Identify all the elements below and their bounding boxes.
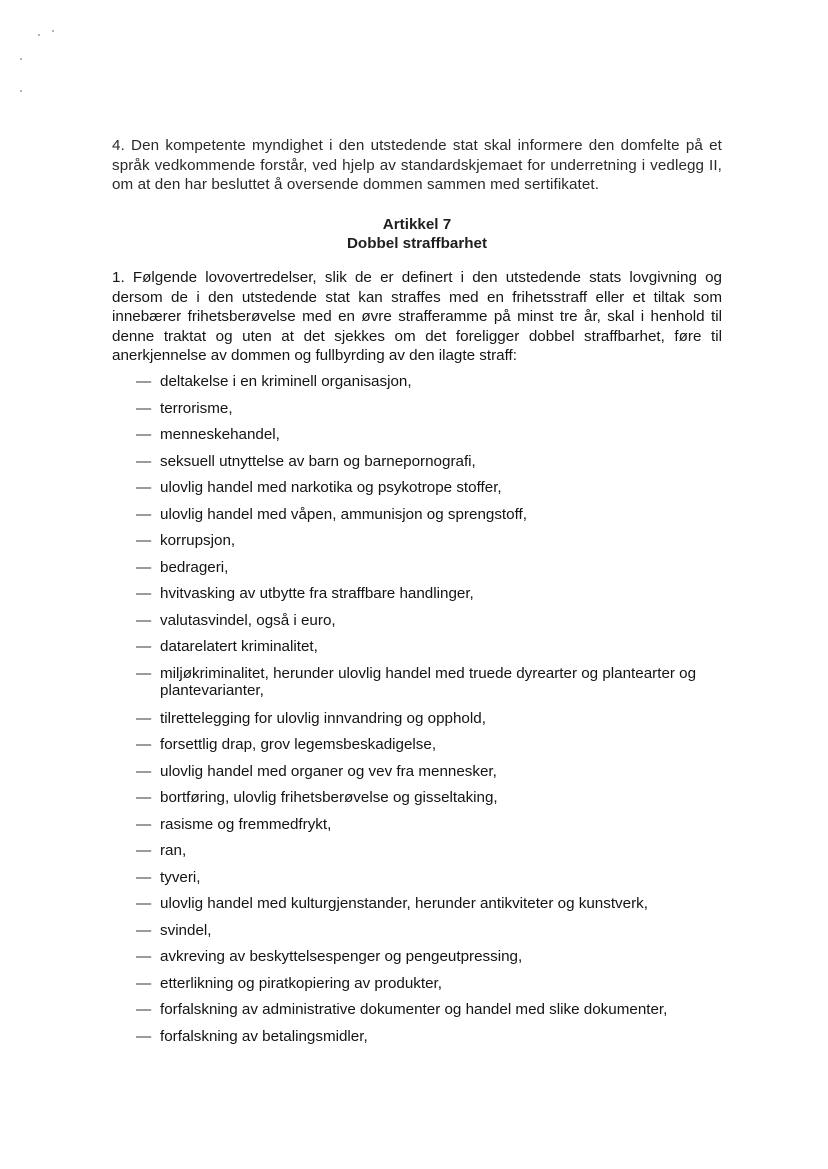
list-item — [136, 736, 736, 754]
list-item — [136, 763, 736, 781]
list-item-text: forfalskning av betalingsmidler, — [160, 1027, 368, 1045]
list-item-text: ulovlig handel med kulturgjenstander, herunder antikviteter og kunstverk, — [160, 895, 648, 912]
list-item — [136, 400, 736, 418]
list-item-text: ulovlig handel med narkotika og psykotrope stoffer, — [160, 479, 502, 496]
list-item — [136, 373, 736, 391]
dash-bullet: — — [136, 789, 152, 806]
list-item — [136, 1028, 736, 1046]
dash-bullet: — — [136, 558, 152, 576]
list-item — [136, 816, 736, 834]
list-item — [136, 948, 736, 966]
dash-bullet: — — [136, 921, 152, 939]
list-item — [136, 426, 736, 444]
dash-bullet: — — [136, 426, 152, 443]
dash-bullet: — — [136, 585, 152, 602]
list-item-text: svindel, — [160, 921, 212, 939]
dash-bullet: — — [136, 762, 152, 780]
list-item-text: seksuell utnyttelse av barn og barnepornografi, — [160, 452, 476, 470]
list-item-text: valutasvindel, også i euro, — [160, 611, 336, 629]
dash-bullet: — — [136, 815, 152, 833]
list-item-text: miljøkriminalitet, herunder ulovlig handel med truede dyrearter og plantearter og plantevarianter, — [160, 664, 697, 699]
article-subtitle: Dobbel straffbarhet — [346, 235, 488, 252]
list-item-text: ulovlig handel med våpen, ammunisjon og sprengstoff, — [160, 505, 527, 523]
dash-bullet: — — [136, 1027, 152, 1045]
list-item — [136, 789, 736, 807]
offence-list — [136, 373, 736, 1054]
list-item-text: bedrageri, — [160, 558, 229, 576]
dash-bullet: — — [136, 709, 152, 727]
list-item — [136, 710, 736, 728]
list-item — [136, 842, 736, 860]
paragraph-4: 4. Den kompetente myndighet i den utstedende stat skal informere den domfelte på et språk vedkommende forstår, ved hjelp av standardskjemaet for underretning i vedlegg II, om at den har besluttet å oversende dommen sammen med sertifikatet. — [112, 137, 722, 193]
dash-bullet: — — [136, 868, 152, 886]
dash-bullet: — — [136, 664, 152, 682]
list-item-text: forsettlig drap, grov legemsbeskadigelse, — [160, 736, 437, 753]
list-item — [136, 665, 736, 700]
list-item — [136, 612, 736, 630]
list-item — [136, 506, 736, 524]
list-item — [136, 869, 736, 887]
list-item — [136, 975, 736, 993]
dash-bullet: — — [136, 948, 152, 965]
list-item — [136, 559, 736, 577]
list-item-text: tilrettelegging for ulovlig innvandring og opphold, — [160, 709, 486, 727]
dash-bullet: — — [136, 842, 152, 859]
list-item-text: datarelatert kriminalitet, — [160, 638, 318, 655]
dash-bullet: — — [136, 1001, 152, 1018]
scan-speck — [52, 30, 54, 32]
dash-bullet: — — [136, 895, 152, 912]
scan-speck — [38, 34, 40, 36]
list-item-text: korrupsjon, — [160, 532, 236, 549]
dash-bullet: — — [136, 974, 152, 992]
paragraph-1: 1. Følgende lovovertredelser, slik de er definert i den utstedende stats lovgivning og dersom de i den utstedende stat kan straffes med en frihetsstraff eller et tiltak som innebærer frihetsberøvelse med en øvre strafferamme på minst tre år, skal i henhold til denne traktat og uten at det sjekkes om det foreligger dobbel straffbarhet, føre til anerkjennelse av dommen og fullbyrding av den ilagte straff: — [112, 269, 722, 364]
dash-bullet: — — [136, 736, 152, 753]
list-item-text: menneskehandel, — [160, 426, 280, 443]
scan-speck — [20, 90, 22, 92]
dash-bullet: — — [136, 611, 152, 629]
dash-bullet: — — [136, 399, 152, 417]
list-item-text: ran, — [160, 842, 187, 859]
list-item-text: deltakelse i en kriminell organisasjon, — [160, 373, 412, 390]
dash-bullet: — — [136, 479, 152, 496]
article-title: Artikkel 7 — [382, 216, 452, 233]
list-item-text: rasisme og fremmedfrykt, — [160, 815, 332, 833]
list-item-text: forfalskning av administrative dokumenter og handel med slike dokumenter, — [160, 1001, 668, 1018]
list-item-text: terrorisme, — [160, 399, 233, 417]
dash-bullet: — — [136, 638, 152, 655]
dash-bullet: — — [136, 505, 152, 523]
list-item — [136, 1001, 736, 1019]
list-item — [136, 922, 736, 940]
dash-bullet: — — [136, 373, 152, 390]
dash-bullet: — — [136, 452, 152, 470]
list-item — [136, 479, 736, 497]
list-item-text: tyveri, — [160, 868, 201, 886]
scan-speck — [20, 58, 22, 60]
list-item — [136, 638, 736, 656]
list-item — [136, 453, 736, 471]
list-item — [136, 585, 736, 603]
dash-bullet: — — [136, 532, 152, 549]
list-item-text: bortføring, ulovlig frihetsberøvelse og gisseltaking, — [160, 789, 498, 806]
list-item-text: avkreving av beskyttelsespenger og pengeutpressing, — [160, 948, 523, 965]
list-item — [136, 532, 736, 550]
list-item-text: ulovlig handel med organer og vev fra mennesker, — [160, 762, 497, 780]
list-item-text: etterlikning og piratkopiering av produkter, — [160, 974, 442, 992]
list-item — [136, 895, 736, 913]
list-item-text: hvitvasking av utbytte fra straffbare handlinger, — [160, 585, 474, 602]
